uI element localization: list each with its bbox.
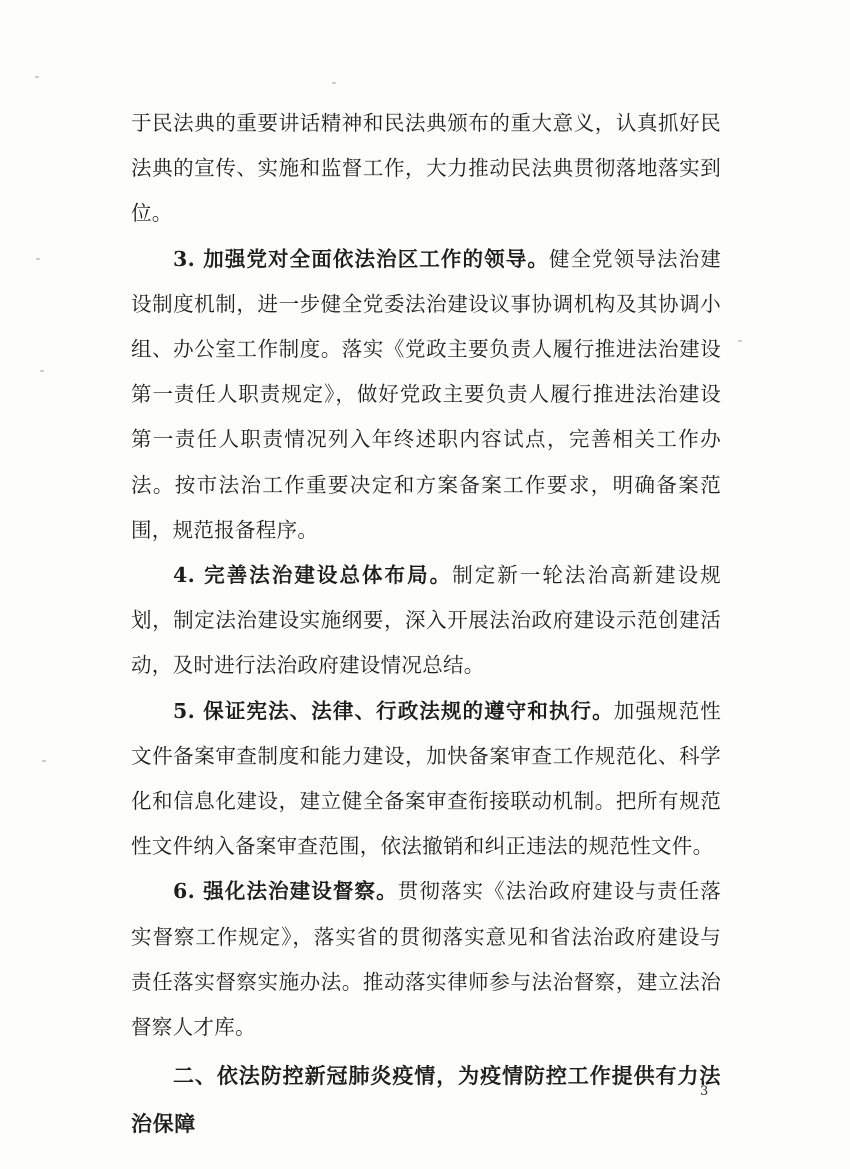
scan-speck [35,76,39,78]
body-text [131,101,721,1148]
paragraph-lead: 4. 完善法治建设总体布局。 [173,563,453,588]
paragraph-text: 贯彻落实《法治政府建设与责任落实督察工作规定》，落实省的贯彻落实意见和省法治政府建设与责任落实督察实施办法。推动落实律师参与法治督察，建立法治督察人才库。 [131,879,722,1040]
paragraph-item-3 [131,237,721,553]
paragraph-lead: 3. 加强党对全面依法治区工作的领导。 [173,246,549,271]
scan-speck [332,82,336,84]
paragraph-lead: 6. 强化法治建设督察。 [173,879,398,904]
scan-speck [40,370,44,372]
paragraph-text: 加强规范性文件备案审查制度和能力建设，加快备案审查工作规范化、科学化和信息化建设，建立健全备案审查衔接联动机制。把所有规范性文件纳入备案审查范围，依法撤销和纠正违法的规范性文件。 [131,698,722,859]
scan-speck [738,340,742,342]
paragraph-lead: 5. 保证宪法、法律、行政法规的遵守和执行。 [173,698,614,723]
paragraph-text: 于民法典的重要讲话精神和民法典颁布的重大意义，认真抓好民法典的宣传、实施和监督工作，大力推动民法典贯彻落地落实到位。 [131,111,721,226]
page-number: 3 [700,1084,709,1099]
paragraph-item-6 [131,869,721,1050]
scan-speck [42,760,46,762]
paragraph-text: 制定新一轮法治高新建设规划，制定法治建设实施纲要，深入开展法治政府建设示范创建活动，及时进行法治政府建设情况总结。 [131,563,721,678]
paragraph-item-4 [131,553,721,689]
paragraph-continuation [131,101,721,237]
section-heading: 二、依法防控新冠肺炎疫情，为疫情防控工作提供有力法治保障 [131,1064,721,1137]
paragraph-text: 健全党领导法治建设制度机制，进一步健全党委法治建设议事协调机构及其协调小组、办公室工作制度。落实《党政主要负责人履行推进法治建设第一责任人职责规定》，做好党政主要负责人履行推进法治建设第一责任人职责情况列入年终述职内容试点，完善相关工作办法。按市法治工作重要决定和方案备案工作要求，明确备案范围，规范报备程序。 [131,246,721,542]
paragraph-item-5 [131,689,721,870]
scan-speck [36,258,40,260]
